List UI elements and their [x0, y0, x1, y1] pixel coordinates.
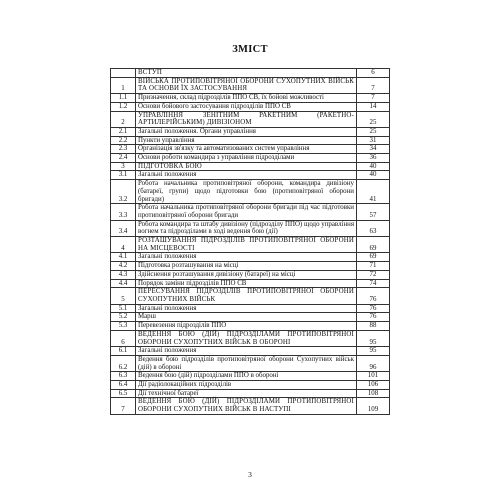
page-title: ЗМІСТ: [232, 44, 268, 55]
table-of-contents: [110, 68, 390, 415]
toc-section-title: Дії радіолокаційних підрозділів: [136, 381, 357, 390]
toc-page-number: 95: [357, 347, 390, 356]
toc-section-number: 5.3: [111, 322, 136, 331]
toc-section-number: [111, 69, 136, 78]
toc-section-number: 6.5: [111, 389, 136, 398]
toc-page-number: 40: [357, 171, 390, 180]
toc-page-number: 7: [357, 77, 390, 93]
toc-section-number: 4.4: [111, 279, 136, 288]
toc-section-title: Робота начальника протиповітряної оборони бригади під час підготовки протиповітряної оборони бригади: [136, 204, 357, 220]
toc-section-title: Пункти управління: [136, 136, 357, 145]
toc-section-number: 4.2: [111, 262, 136, 271]
toc-row: [111, 372, 390, 381]
toc-page-number: 36: [357, 154, 390, 163]
toc-section-number: 6.4: [111, 381, 136, 390]
toc-section-title: Основи роботи командира з управління підрозділами: [136, 154, 357, 163]
toc-page-number: 69: [357, 237, 390, 253]
toc-page-number: 6: [357, 69, 390, 78]
toc-row: [111, 322, 390, 331]
toc-section-title: ВЕДЕННЯ БОЮ (ДІЙ) ПІДРОЗДІЛАМИ ПРОТИПОВІТРЯНОЇ ОБОРОНИ СУХОПУТНИХ ВІЙСЬК В ОБОРОНІ: [136, 330, 357, 346]
toc-row: [111, 204, 390, 220]
toc-section-number: 1: [111, 77, 136, 93]
toc-body: [111, 69, 390, 415]
toc-section-title: Перевезення підрозділів ППО: [136, 322, 357, 331]
toc-page-number: 63: [357, 220, 390, 236]
toc-section-number: 5: [111, 288, 136, 304]
toc-row: [111, 330, 390, 346]
toc-section-number: 2.3: [111, 145, 136, 154]
toc-section-number: 5.2: [111, 313, 136, 322]
toc-section-number: 2.4: [111, 154, 136, 163]
toc-row: [111, 389, 390, 398]
toc-row: [111, 253, 390, 262]
toc-section-title: Здійснення розташування дивізіону (батареї) на місці: [136, 270, 357, 279]
toc-page-number: 109: [357, 398, 390, 414]
toc-page-number: 76: [357, 288, 390, 304]
toc-section-title: Загальні положення: [136, 304, 357, 313]
toc-section-title: Загальні положення: [136, 253, 357, 262]
toc-row: [111, 237, 390, 253]
toc-row: [111, 154, 390, 163]
toc-page-number: 74: [357, 279, 390, 288]
toc-row: [111, 347, 390, 356]
toc-page-number: 106: [357, 381, 390, 390]
toc-section-title: Загальні положення. Органи управління: [136, 127, 357, 136]
toc-page-number: 25: [357, 127, 390, 136]
toc-section-number: 2: [111, 111, 136, 127]
toc-row: [111, 262, 390, 271]
toc-page-number: 34: [357, 145, 390, 154]
toc-page-number: 76: [357, 304, 390, 313]
toc-page-number: 7: [357, 94, 390, 103]
toc-row: [111, 136, 390, 145]
toc-section-number: 6: [111, 330, 136, 346]
toc-row: [111, 270, 390, 279]
toc-section-title: ВЕДЕННЯ БОЮ (ДІЙ) ПІДРОЗДІЛАМИ ПРОТИПОВІТРЯНОЇ ОБОРОНИ СУХОПУТНИХ ВІЙСЬК В НАСТУПІ: [136, 398, 357, 414]
toc-page-number: 101: [357, 372, 390, 381]
toc-row: [111, 313, 390, 322]
toc-section-title: ПІДГОТОВКА БОЮ: [136, 162, 357, 171]
toc-section-title: Загальні положення: [136, 171, 357, 180]
toc-section-number: 2.2: [111, 136, 136, 145]
toc-section-number: 3.3: [111, 204, 136, 220]
toc-section-title: Робота командира та штабу дивізіону (підрозділу ППО) щодо управління вогнем та підрозділами в ході ведення бою (дії): [136, 220, 357, 236]
toc-section-number: 5.1: [111, 304, 136, 313]
toc-row: [111, 77, 390, 93]
toc-section-title: Основи бойового застосування підрозділів ППО СВ: [136, 102, 357, 111]
toc-section-number: 4.1: [111, 253, 136, 262]
toc-section-title: Ведення бою (дій) підрозділами ППО в обороні: [136, 372, 357, 381]
toc-section-number: 7: [111, 398, 136, 414]
toc-page-number: 71: [357, 262, 390, 271]
toc-page-number: 57: [357, 204, 390, 220]
toc-section-number: 6.1: [111, 347, 136, 356]
toc-page-number: 96: [357, 355, 390, 371]
toc-row: [111, 381, 390, 390]
toc-page-number: 76: [357, 313, 390, 322]
page-number: 3: [248, 470, 252, 479]
toc-section-title: УПРАВЛІННЯ ЗЕНІТНИМ РАКЕТНИМ (РАКЕТНО-АРТИЛЕРІЙСЬКИМ) ДИВІЗІОНОМ: [136, 111, 357, 127]
toc-page-number: 95: [357, 330, 390, 346]
toc-section-number: 6.3: [111, 372, 136, 381]
toc-section-title: Організація зв'язку та автоматизованих систем управління: [136, 145, 357, 154]
toc-page-number: 31: [357, 136, 390, 145]
toc-row: [111, 102, 390, 111]
toc-section-number: 6.2: [111, 355, 136, 371]
toc-section-title: Порядок заміни підрозділів ППО СВ: [136, 279, 357, 288]
toc-page-number: 40: [357, 162, 390, 171]
toc-section-title: РОЗТАШУВАННЯ ПІДРОЗДІЛІВ ПРОТИПОВІТРЯНОЇ ОБОРОНИ НА МІСЦЕВОСТІ: [136, 237, 357, 253]
toc-section-title: ВСТУП: [136, 69, 357, 78]
toc-row: [111, 279, 390, 288]
toc-row: [111, 171, 390, 180]
toc-row: [111, 94, 390, 103]
toc-row: [111, 398, 390, 414]
toc-section-number: 1.2: [111, 102, 136, 111]
toc-section-title: Підготовка розташування на місці: [136, 262, 357, 271]
toc-section-number: 4.3: [111, 270, 136, 279]
toc-row: [111, 162, 390, 171]
toc-section-title: Марш: [136, 313, 357, 322]
toc-page-number: 25: [357, 111, 390, 127]
toc-row: [111, 127, 390, 136]
toc-row: [111, 304, 390, 313]
toc-page-number: 72: [357, 270, 390, 279]
toc-page-number: 88: [357, 322, 390, 331]
toc-page-number: 41: [357, 180, 390, 204]
toc-row: [111, 145, 390, 154]
toc-section-number: 3.1: [111, 171, 136, 180]
toc-section-title: Робота начальника протиповітряної оборони, командира дивізіону (батареї, групи) щодо підготовки бою (протиповітряної оборони бригади): [136, 180, 357, 204]
toc-section-title: Ведення бою підрозділів протиповітряної оборони Сухопутних військ (дій) в обороні: [136, 355, 357, 371]
toc-section-number: 3.2: [111, 180, 136, 204]
toc-section-title: ВІЙСЬКА ПРОТИПОВІТРЯНОЇ ОБОРОНИ СУХОПУТНИХ ВІЙСЬК ТА ОСНОВИ ЇХ ЗАСТОСУВАННЯ: [136, 77, 357, 93]
toc-section-title: ПЕРЕСУВАННЯ ПІДРОЗДІЛІВ ПРОТИПОВІТРЯНОЇ ОБОРОНИ СУХОПУТНИХ ВІЙСЬК: [136, 288, 357, 304]
toc-section-number: 4: [111, 237, 136, 253]
toc-section-number: 1.1: [111, 94, 136, 103]
toc-row: [111, 355, 390, 371]
toc-section-title: Призначення, склад підрозділів ППО СВ, їх бойові можливості: [136, 94, 357, 103]
toc-page-number: 108: [357, 389, 390, 398]
toc-row: [111, 288, 390, 304]
toc-row: [111, 220, 390, 236]
toc-section-number: 2.1: [111, 127, 136, 136]
toc-section-number: 3.4: [111, 220, 136, 236]
toc-row: [111, 111, 390, 127]
toc-section-title: Дії технічної батареї: [136, 389, 357, 398]
toc-page-number: 69: [357, 253, 390, 262]
toc-row: [111, 69, 390, 78]
toc-section-number: 3: [111, 162, 136, 171]
toc-row: [111, 180, 390, 204]
toc-page-number: 14: [357, 102, 390, 111]
toc-section-title: Загальні положення: [136, 347, 357, 356]
